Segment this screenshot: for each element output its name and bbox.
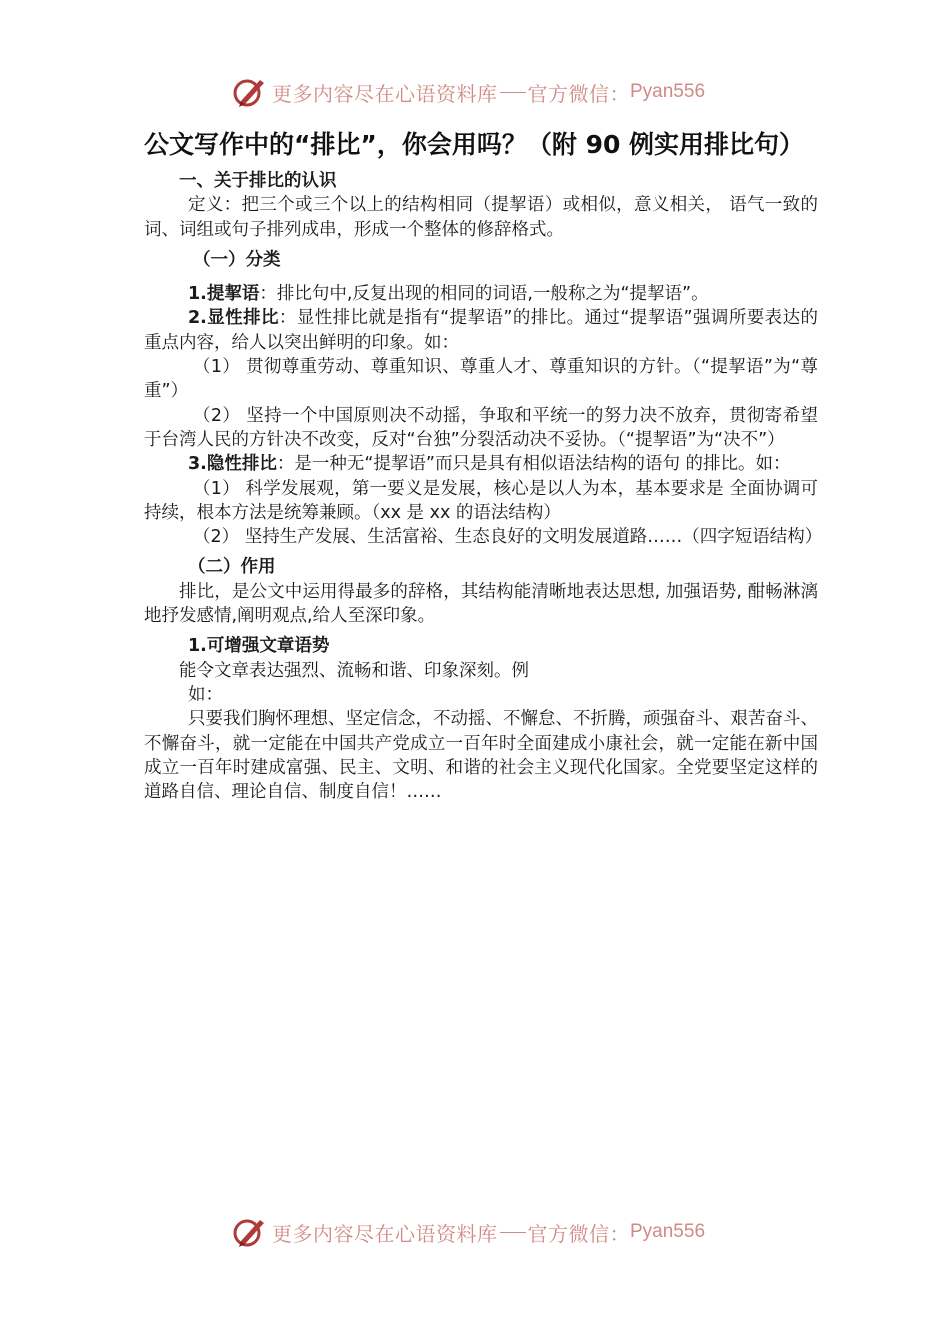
function-item-1-ru: 如： (188, 684, 223, 705)
function-item-1-text: 能令文章表达强烈、流畅和谐、印象深刻。例 (179, 660, 529, 681)
pen-logo-icon (232, 74, 268, 110)
document-body (144, 128, 823, 804)
banner-wechat-id: Pyan556 (630, 81, 706, 102)
function-item-1-example: 只要我们胸怀理想、坚定信念，不动摇、不懈怠、不折腾，顽强奋斗、艰苦奋斗、不懈奋斗，就一定能在中国共产党成立一百年时全面建成小康社会，就一定能在新中国成立一百年时建成富强、民主、文明、和谐的社会主义现代化国家。全党要坚定这样的道路自信、理论自信、制度自信！…… (144, 709, 818, 803)
classification-heading: （一）分类 (193, 249, 281, 270)
document-title: 公文写作中的“排比”，你会用吗？（附 90 例实用排比句） (144, 130, 805, 159)
item-text: ：显性排比就是指有“提挈语”的排比。通过“提挈语”强调所要表达的重点内容，给人以突出鲜明的印象。如： (144, 308, 819, 353)
classification-item-2 (144, 306, 818, 355)
banner-label: 官方微信： (527, 81, 630, 106)
item-label: 2.显性排比 (188, 308, 279, 329)
section1-heading: 一、关于排比的认识 (179, 171, 337, 191)
banner-text: 更多内容尽在心语资料库 (272, 81, 498, 106)
classification-item-1 (144, 282, 818, 306)
function-item-1-heading: 1.可增强文章语势 (188, 636, 330, 657)
classification-item-3 (144, 452, 818, 476)
example-paragraph: （1） 科学发展观，第一要义是发展，核心是以人为本，基本要求是 全面协调可持续，根本方法是统筹兼顾。（xx 是 xx 的语法结构） (144, 478, 818, 523)
banner-dash (500, 92, 526, 93)
item-label: 1.提挈语 (188, 284, 260, 305)
function-heading: （二）作用 (188, 557, 276, 578)
item-label: 3.隐性排比 (188, 454, 277, 475)
item-text: ：是一种无“提挈语”而只是具有相似语法结构的语句 的排比。如： (276, 454, 791, 475)
pen-logo-icon (232, 1214, 268, 1250)
definition-paragraph: 定义：把三个或三个以上的结构相同（提挈语）或相似，意义相关， 语气一致的词、词组或句子排列成串，形成一个整体的修辞格式。 (144, 195, 818, 240)
example-paragraph: （2） 坚持一个中国原则决不动摇，争取和平统一的努力决不放弃，贯彻寄希望于台湾人民的方针决不改变，反对“台独”分裂活动决不妥协。（“提挈语”为“决不”） (144, 405, 818, 450)
example-paragraph: （2） 坚持生产发展、生活富裕、生态良好的文明发展道路……（四字短语结构） (193, 527, 823, 548)
header-banner (232, 72, 705, 112)
banner-dash (500, 1232, 526, 1233)
banner-wechat-id: Pyan556 (630, 1221, 706, 1242)
banner-label: 官方微信： (527, 1221, 630, 1246)
footer-banner (232, 1212, 705, 1252)
function-intro-paragraph: 排比，是公文中运用得最多的辞格，其结构能清晰地表达思想, 加强语势, 酣畅淋漓地抒发感情,阐明观点,给人至深印象。 (144, 581, 818, 627)
banner-text: 更多内容尽在心语资料库 (272, 1221, 498, 1246)
example-paragraph: （1） 贯彻尊重劳动、尊重知识、尊重人才、尊重知识的方针。（“提挈语”为“尊重”） (144, 357, 818, 402)
item-text: ：排比句中,反复出现的相同的词语,一般称之为“提挈语”。 (259, 284, 709, 305)
